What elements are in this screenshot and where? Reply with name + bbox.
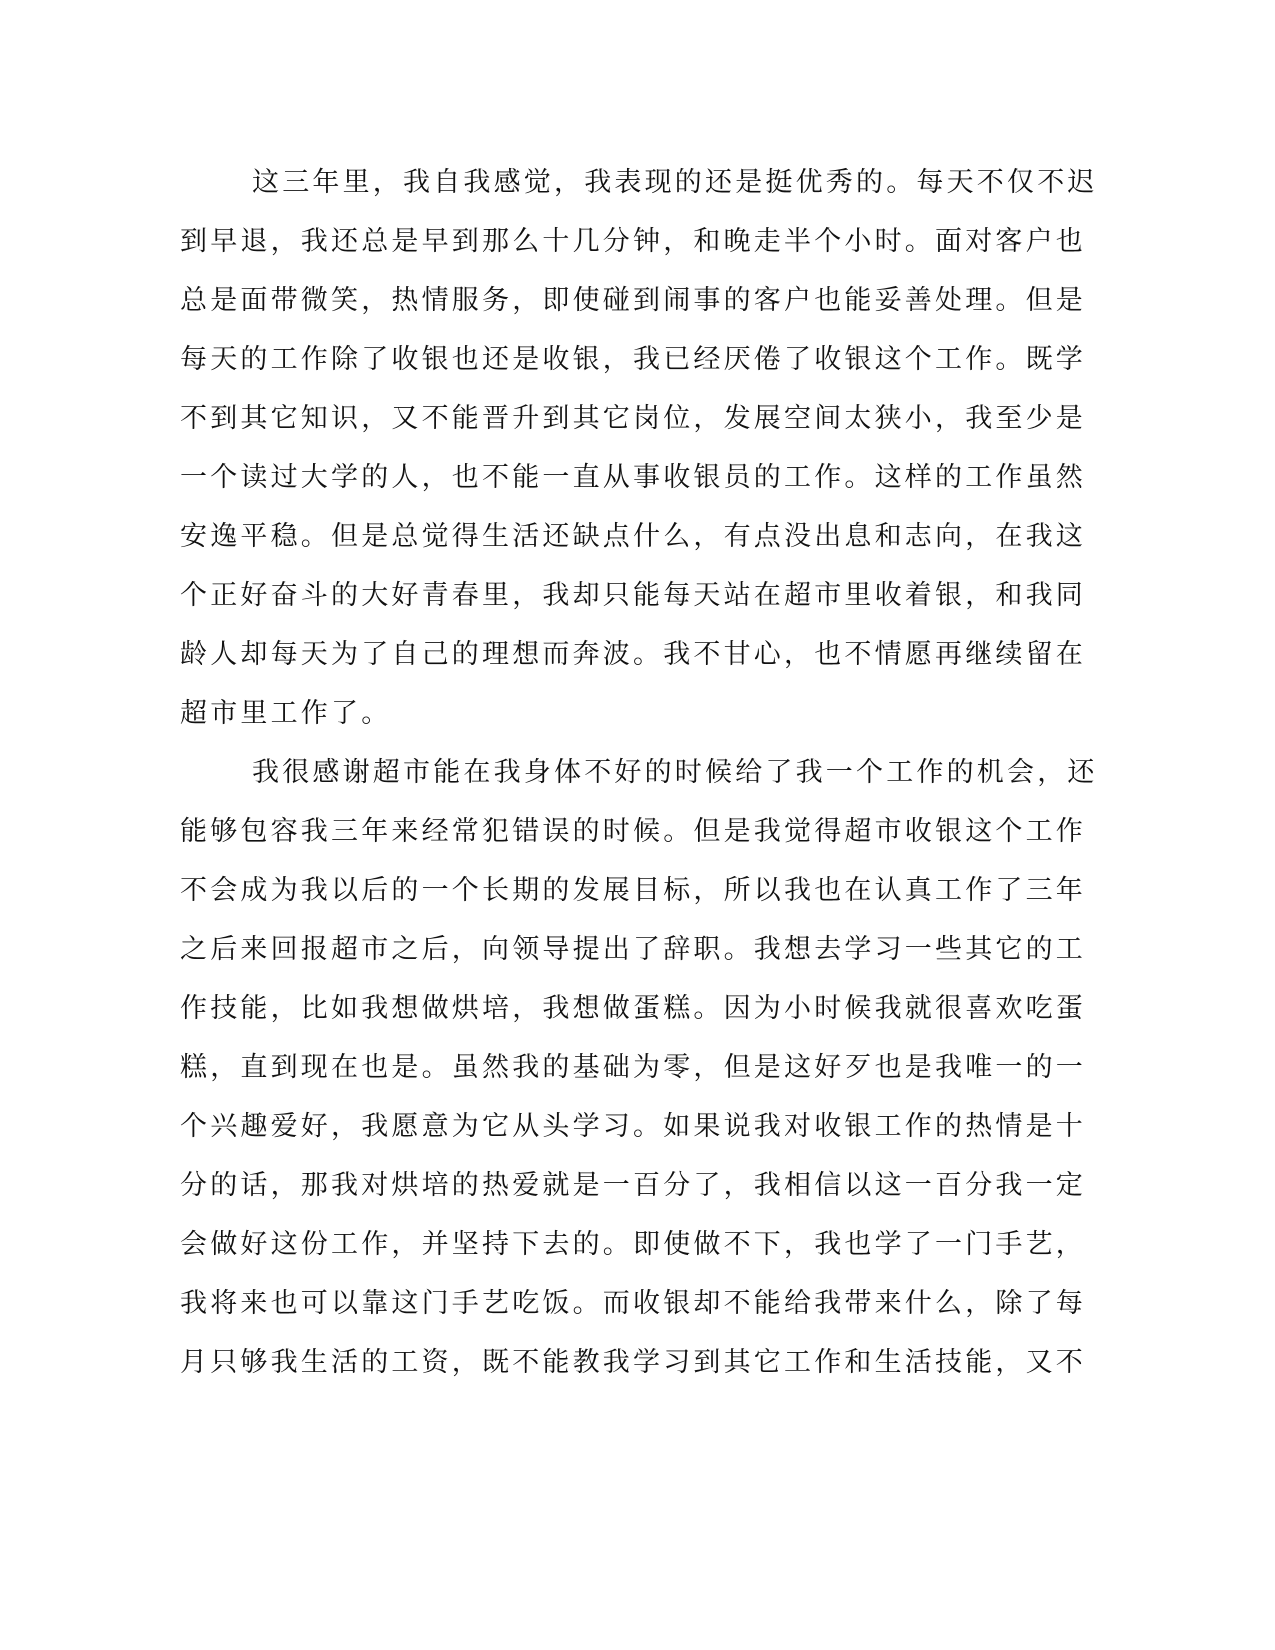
text-line: 月只够我生活的工资，既不能教我学习到其它工作和生活技能，又不 — [180, 1347, 1086, 1378]
text-line: 不到其它知识，又不能晋升到其它岗位，发展空间太狭小，我至少是 — [180, 403, 1086, 434]
text-line: 这三年里，我自我感觉，我表现的还是挺优秀的。每天不仅不迟 — [252, 167, 1098, 198]
text-line: 每天的工作除了收银也还是收银，我已经厌倦了收银这个工作。既学 — [180, 344, 1086, 375]
text-line: 个兴趣爱好，我愿意为它从头学习。如果说我对收银工作的热情是十 — [180, 1111, 1086, 1142]
text-line: 会做好这份工作，并坚持下去的。即使做不下，我也学了一门手艺， — [180, 1229, 1086, 1260]
text-line: 之后来回报超市之后，向领导提出了辞职。我想去学习一些其它的工 — [180, 934, 1086, 965]
text-line: 超市里工作了。 — [180, 698, 392, 729]
text-line: 到早退，我还总是早到那么十几分钟，和晚走半个小时。面对客户也 — [180, 226, 1086, 257]
text-line: 作技能，比如我想做烘培，我想做蛋糕。因为小时候我就很喜欢吃蛋 — [180, 993, 1086, 1024]
text-line: 我很感谢超市能在我身体不好的时候给了我一个工作的机会，还 — [252, 757, 1098, 788]
text-line: 我将来也可以靠这门手艺吃饭。而收银却不能给我带来什么，除了每 — [180, 1288, 1086, 1319]
text-line: 龄人却每天为了自己的理想而奔波。我不甘心，也不情愿再继续留在 — [180, 639, 1086, 670]
text-line: 不会成为我以后的一个长期的发展目标，所以我也在认真工作了三年 — [180, 875, 1086, 906]
text-line: 安逸平稳。但是总觉得生活还缺点什么，有点没出息和志向，在我这 — [180, 521, 1086, 552]
text-line: 分的话，那我对烘培的热爱就是一百分了，我相信以这一百分我一定 — [180, 1170, 1086, 1201]
text-line: 个正好奋斗的大好青春里，我却只能每天站在超市里收着银，和我同 — [180, 580, 1086, 611]
text-line: 总是面带微笑，热情服务，即使碰到闹事的客户也能妥善处理。但是 — [180, 285, 1086, 316]
text-line: 一个读过大学的人，也不能一直从事收银员的工作。这样的工作虽然 — [180, 462, 1086, 493]
text-line: 糕，直到现在也是。虽然我的基础为零，但是这好歹也是我唯一的一 — [180, 1052, 1086, 1083]
text-line: 能够包容我三年来经常犯错误的时候。但是我觉得超市收银这个工作 — [180, 816, 1086, 847]
